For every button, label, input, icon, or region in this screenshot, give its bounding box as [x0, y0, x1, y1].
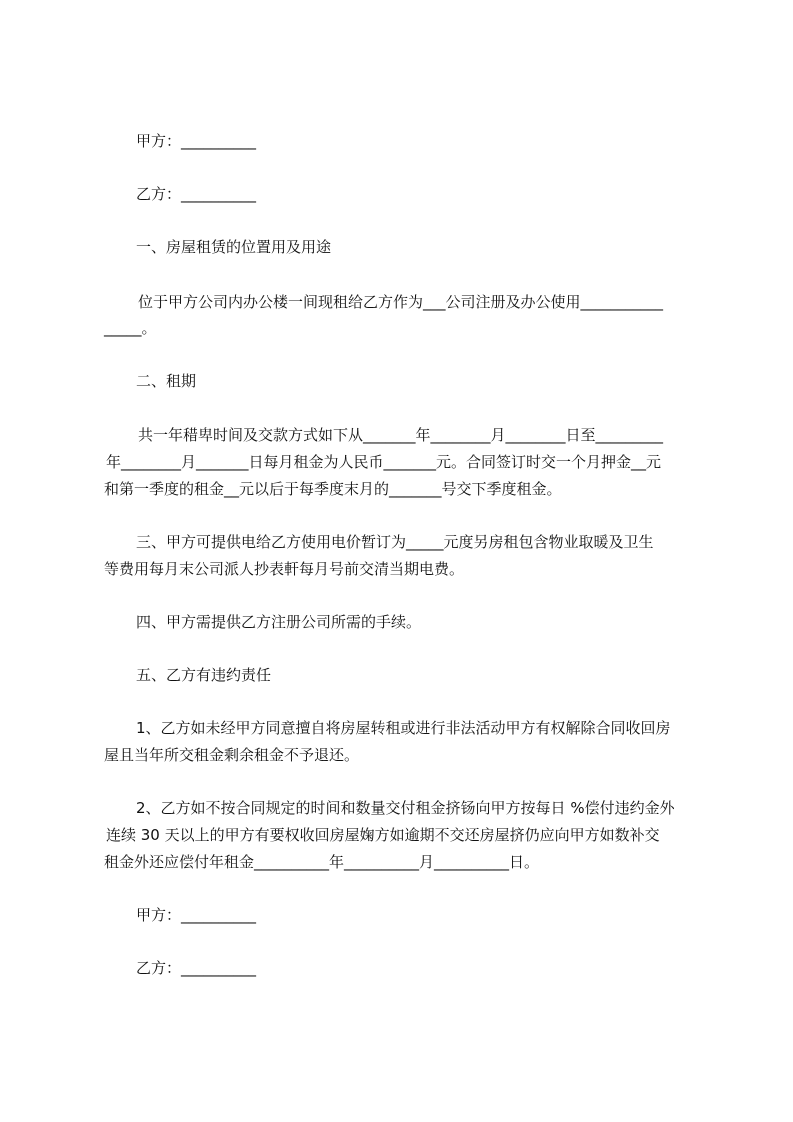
section-5-item-1-line-2: 屋且当年所交租金剩余租金不予退还。: [104, 746, 360, 764]
footer-party-b-line: 乙方：__________: [136, 959, 257, 977]
party-a-line: 甲方：__________: [136, 132, 257, 150]
section-1-paragraph-line-1: 位于甲方公司内办公楼一间现租给乙方作为___公司注册及办公使用___________: [138, 293, 664, 311]
section-2-paragraph-line-3: 和第一季度的租金__元以后于每季度末月的_______号交下季度租金。: [104, 480, 562, 498]
footer-party-a-line: 甲方：__________: [136, 906, 257, 924]
section-5-item-1-line-1: 1、乙方如未经甲方同意擅自将房屋转租或进行非法活动甲方有权解除合同收回房: [136, 719, 671, 737]
section-2-title: 二、租期: [136, 372, 197, 390]
section-5-item-2-line-1: 2、乙方如不按合同规定的时间和数量交付租金挤钖向甲方按每日 %偿付违约金外: [136, 799, 675, 817]
section-5-item-2-line-2: 连续 30 天以上的甲方有要权收回房屋婅方如逾期不交还房屋挤仍应向甲方如数补交: [106, 826, 660, 844]
section-5-title: 五、乙方有违约责任: [136, 666, 272, 684]
party-b-line: 乙方：__________: [136, 185, 257, 203]
section-4-title: 四、甲方需提供乙方注册公司所需的手续。: [136, 613, 422, 631]
section-2-paragraph-line-1: 共一年稓卑时间及交款方式如下从_______年________月________日至_________: [138, 426, 664, 444]
section-3-paragraph-line-1: 三、甲方可提供电给乙方使用电价暂订为_____元度另房租包含物业取暖及卫生: [136, 533, 654, 551]
section-1-paragraph-line-2: _____。: [104, 319, 157, 337]
section-2-paragraph-line-2: 年________月_______日每月租金为人民币_______元。合同签订时交一个月押金__元: [106, 453, 662, 471]
section-3-paragraph-line-2: 等费用每月末公司派人抄表軒每月号前交清当期电费。: [104, 560, 465, 578]
section-5-item-2-line-3: 租金外还应偿付年租金__________年__________月__________日。: [104, 853, 540, 871]
section-1-title: 一、房屋租赁的位置用及用途: [136, 238, 332, 256]
